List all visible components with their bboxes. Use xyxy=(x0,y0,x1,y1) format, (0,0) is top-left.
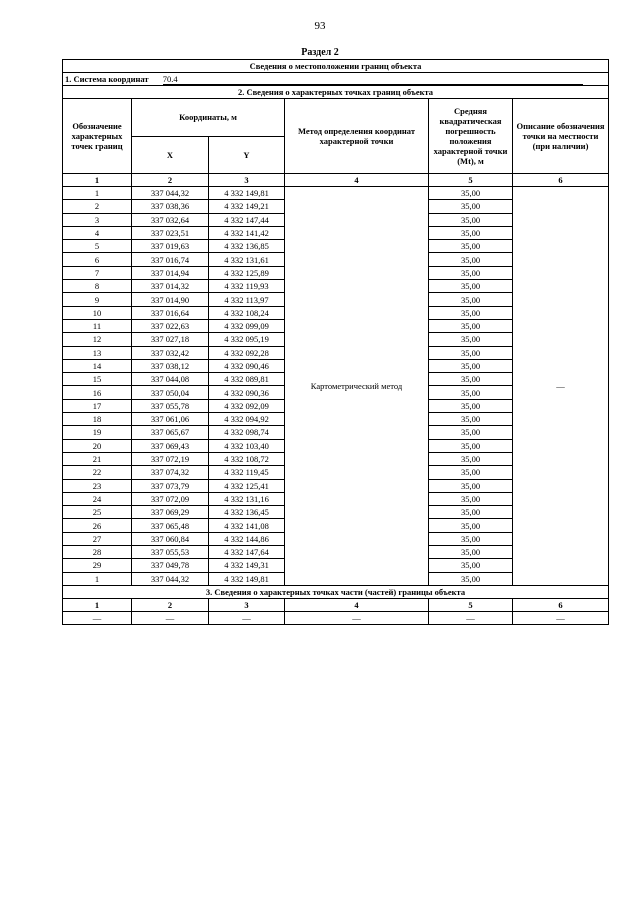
point-x: 337 061,06 xyxy=(132,413,209,426)
point-x: 337 074,32 xyxy=(132,466,209,479)
point-number: 5 xyxy=(63,240,132,253)
part3-column-number: 6 xyxy=(513,598,609,611)
point-x: 337 044,08 xyxy=(132,373,209,386)
point-number: 1 xyxy=(63,572,132,585)
point-y: 4 332 099,09 xyxy=(209,319,285,332)
point-y: 4 332 149,21 xyxy=(209,200,285,213)
header-point-designation: Обозначение характерных точек границ xyxy=(63,99,132,174)
point-error: 35,00 xyxy=(429,359,513,372)
point-y: 4 332 095,19 xyxy=(209,333,285,346)
point-y: 4 332 131,16 xyxy=(209,492,285,505)
part3-empty-cell: — xyxy=(429,611,513,624)
part3-title: 3. Сведения о характерных точках части (частей) границы объекта xyxy=(63,585,609,598)
part3-empty-cell: — xyxy=(209,611,285,624)
point-y: 4 332 149,81 xyxy=(209,187,285,200)
header-error: Средняя квадратическая погрешность положения характерной точки (Mt), м xyxy=(429,99,513,174)
point-y: 4 332 090,46 xyxy=(209,359,285,372)
point-error: 35,00 xyxy=(429,253,513,266)
section-title: Раздел 2 xyxy=(301,47,339,58)
point-x: 337 016,64 xyxy=(132,306,209,319)
point-x: 337 065,67 xyxy=(132,426,209,439)
point-x: 337 022,63 xyxy=(132,319,209,332)
point-x: 337 019,63 xyxy=(132,240,209,253)
point-x: 337 049,78 xyxy=(132,559,209,572)
description-cell: — xyxy=(513,187,609,586)
point-error: 35,00 xyxy=(429,399,513,412)
part2-title: 2. Сведения о характерных точках границ объекта xyxy=(63,86,609,99)
boundary-table xyxy=(62,59,609,625)
point-y: 4 332 144,86 xyxy=(209,532,285,545)
point-error: 35,00 xyxy=(429,240,513,253)
point-number: 9 xyxy=(63,293,132,306)
point-y: 4 332 092,28 xyxy=(209,346,285,359)
point-error: 35,00 xyxy=(429,492,513,505)
header-method: Метод определения координат характерной точки xyxy=(285,99,429,174)
point-number: 2 xyxy=(63,200,132,213)
page-number: 93 xyxy=(314,20,326,32)
point-y: 4 332 092,09 xyxy=(209,399,285,412)
point-y: 4 332 113,97 xyxy=(209,293,285,306)
point-number: 6 xyxy=(63,253,132,266)
header-x: X xyxy=(132,136,209,174)
point-x: 337 038,36 xyxy=(132,200,209,213)
point-y: 4 332 141,42 xyxy=(209,226,285,239)
column-number: 6 xyxy=(513,174,609,187)
point-y: 4 332 136,45 xyxy=(209,506,285,519)
table-title: Сведения о местоположении границ объекта xyxy=(63,60,609,73)
part3-column-number: 1 xyxy=(63,598,132,611)
point-number: 7 xyxy=(63,266,132,279)
point-error: 35,00 xyxy=(429,319,513,332)
point-x: 337 073,79 xyxy=(132,479,209,492)
point-row xyxy=(63,187,609,200)
point-y: 4 332 119,45 xyxy=(209,466,285,479)
point-number: 27 xyxy=(63,532,132,545)
point-error: 35,00 xyxy=(429,426,513,439)
point-x: 337 014,90 xyxy=(132,293,209,306)
point-error: 35,00 xyxy=(429,373,513,386)
point-x: 337 055,53 xyxy=(132,546,209,559)
column-number: 5 xyxy=(429,174,513,187)
point-number: 15 xyxy=(63,373,132,386)
point-x: 337 038,12 xyxy=(132,359,209,372)
point-error: 35,00 xyxy=(429,333,513,346)
point-y: 4 332 119,93 xyxy=(209,280,285,293)
point-y: 4 332 149,81 xyxy=(209,572,285,585)
point-x: 337 050,04 xyxy=(132,386,209,399)
point-number: 28 xyxy=(63,546,132,559)
point-x: 337 069,29 xyxy=(132,506,209,519)
point-error: 35,00 xyxy=(429,386,513,399)
part3-empty-cell: — xyxy=(63,611,132,624)
point-y: 4 332 103,40 xyxy=(209,439,285,452)
point-x: 337 027,18 xyxy=(132,333,209,346)
part3-column-number: 3 xyxy=(209,598,285,611)
part3-empty-cell: — xyxy=(513,611,609,624)
point-number: 21 xyxy=(63,452,132,465)
header-description: Описание обозначения точки на местности (при наличии) xyxy=(513,99,609,174)
point-x: 337 069,43 xyxy=(132,439,209,452)
point-y: 4 332 108,24 xyxy=(209,306,285,319)
column-number: 1 xyxy=(63,174,132,187)
part3-column-number: 2 xyxy=(132,598,209,611)
point-number: 29 xyxy=(63,559,132,572)
point-error: 35,00 xyxy=(429,506,513,519)
point-error: 35,00 xyxy=(429,532,513,545)
point-number: 1 xyxy=(63,187,132,200)
point-error: 35,00 xyxy=(429,200,513,213)
point-y: 4 332 098,74 xyxy=(209,426,285,439)
point-y: 4 332 090,36 xyxy=(209,386,285,399)
point-number: 10 xyxy=(63,306,132,319)
point-y: 4 332 149,31 xyxy=(209,559,285,572)
point-error: 35,00 xyxy=(429,187,513,200)
point-x: 337 023,51 xyxy=(132,226,209,239)
point-number: 4 xyxy=(63,226,132,239)
point-y: 4 332 147,64 xyxy=(209,546,285,559)
point-number: 16 xyxy=(63,386,132,399)
point-y: 4 332 131,61 xyxy=(209,253,285,266)
point-error: 35,00 xyxy=(429,266,513,279)
point-x: 337 055,78 xyxy=(132,399,209,412)
point-x: 337 016,74 xyxy=(132,253,209,266)
point-error: 35,00 xyxy=(429,293,513,306)
coord-system-label: 1. Система координат xyxy=(65,73,149,84)
point-number: 25 xyxy=(63,506,132,519)
part3-empty-cell: — xyxy=(132,611,209,624)
point-x: 337 032,42 xyxy=(132,346,209,359)
point-number: 17 xyxy=(63,399,132,412)
point-y: 4 332 141,08 xyxy=(209,519,285,532)
point-x: 337 014,32 xyxy=(132,280,209,293)
point-error: 35,00 xyxy=(429,306,513,319)
coord-system-value: 70.4 xyxy=(163,74,583,85)
point-error: 35,00 xyxy=(429,559,513,572)
point-error: 35,00 xyxy=(429,226,513,239)
point-error: 35,00 xyxy=(429,452,513,465)
point-x: 337 060,84 xyxy=(132,532,209,545)
header-coordinates: Координаты, м xyxy=(132,99,285,137)
point-number: 23 xyxy=(63,479,132,492)
point-x: 337 032,64 xyxy=(132,213,209,226)
point-y: 4 332 147,44 xyxy=(209,213,285,226)
point-number: 20 xyxy=(63,439,132,452)
point-error: 35,00 xyxy=(429,213,513,226)
point-error: 35,00 xyxy=(429,439,513,452)
point-error: 35,00 xyxy=(429,413,513,426)
point-number: 22 xyxy=(63,466,132,479)
point-error: 35,00 xyxy=(429,346,513,359)
point-y: 4 332 125,89 xyxy=(209,266,285,279)
point-y: 4 332 094,92 xyxy=(209,413,285,426)
point-y: 4 332 136,85 xyxy=(209,240,285,253)
point-number: 11 xyxy=(63,319,132,332)
point-number: 13 xyxy=(63,346,132,359)
method-cell: Картометрический метод xyxy=(285,187,429,586)
point-y: 4 332 125,41 xyxy=(209,479,285,492)
point-error: 35,00 xyxy=(429,546,513,559)
point-x: 337 044,32 xyxy=(132,187,209,200)
part3-column-number: 5 xyxy=(429,598,513,611)
point-number: 24 xyxy=(63,492,132,505)
point-number: 14 xyxy=(63,359,132,372)
part3-empty-cell: — xyxy=(285,611,429,624)
point-number: 26 xyxy=(63,519,132,532)
point-x: 337 044,32 xyxy=(132,572,209,585)
column-number: 4 xyxy=(285,174,429,187)
point-number: 12 xyxy=(63,333,132,346)
column-number: 2 xyxy=(132,174,209,187)
point-y: 4 332 089,81 xyxy=(209,373,285,386)
point-error: 35,00 xyxy=(429,466,513,479)
coord-system-row xyxy=(63,73,609,86)
point-x: 337 072,09 xyxy=(132,492,209,505)
point-x: 337 072,19 xyxy=(132,452,209,465)
part3-column-number: 4 xyxy=(285,598,429,611)
point-x: 337 065,48 xyxy=(132,519,209,532)
column-number: 3 xyxy=(209,174,285,187)
point-number: 8 xyxy=(63,280,132,293)
point-error: 35,00 xyxy=(429,519,513,532)
point-y: 4 332 108,72 xyxy=(209,452,285,465)
point-number: 3 xyxy=(63,213,132,226)
point-error: 35,00 xyxy=(429,479,513,492)
point-number: 19 xyxy=(63,426,132,439)
point-number: 18 xyxy=(63,413,132,426)
point-error: 35,00 xyxy=(429,572,513,585)
header-y: Y xyxy=(209,136,285,174)
point-error: 35,00 xyxy=(429,280,513,293)
point-x: 337 014,94 xyxy=(132,266,209,279)
